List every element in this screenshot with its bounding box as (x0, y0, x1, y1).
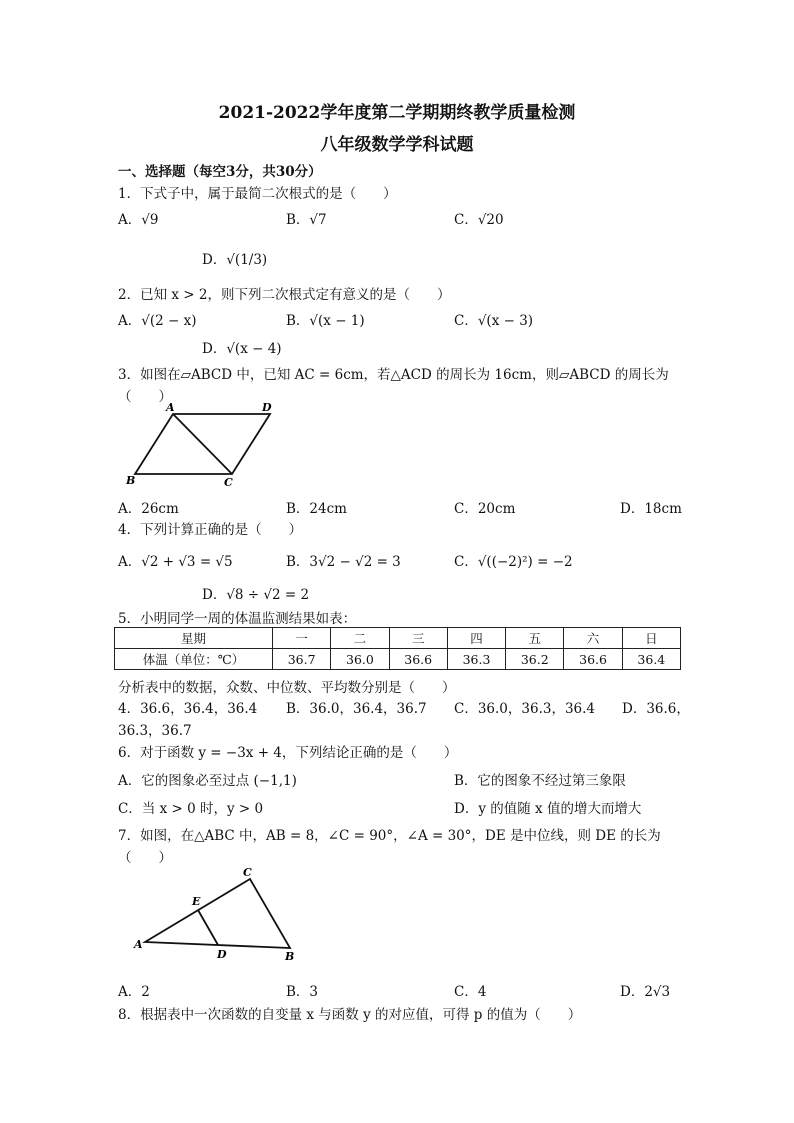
table-header-cell: 五 (506, 628, 564, 649)
table-cell: 36.6 (389, 649, 447, 670)
q3-stem-paren: （ ） (118, 389, 172, 405)
table-header-cell: 三 (389, 628, 447, 649)
q6-option-d: D．y 的值随 x 值的增大而增大 (454, 801, 642, 817)
exam-subtitle: 八年级数学学科试题 (320, 135, 474, 155)
q4-stem: 4．下列计算正确的是（ ） (118, 522, 303, 538)
vertex-label-c: C (243, 866, 252, 879)
q8-stem: 8．根据表中一次函数的自变量 x 与函数 y 的对应值，可得 p 的值为（ ） (118, 1007, 582, 1023)
q1-stem: 1．下式子中，属于最简二次根式的是（ ） (118, 186, 397, 202)
table-header-cell: 四 (447, 628, 505, 649)
vertex-label-b: B (285, 950, 295, 963)
table-header-cell: 六 (564, 628, 622, 649)
q1-option-c: C．√20 (454, 212, 504, 228)
table-cell: 36.2 (506, 649, 564, 670)
q1-option-b: B．√7 (286, 212, 327, 228)
vertex-label-e: E (192, 895, 201, 908)
q6-stem: 6．对于函数 y = −3x + 4，下列结论正确的是（ ） (118, 745, 458, 761)
q5-option-a: 4．36.6，36.4，36.4 (118, 701, 258, 717)
vertex-label-d: D (217, 948, 227, 961)
q6-option-c: C．当 x > 0 时，y > 0 (118, 801, 264, 817)
q4-option-c: C．√((−2)²) = −2 (454, 554, 573, 570)
q1-option-d: D．√(1/3) (202, 252, 268, 268)
q2-stem: 2．已知 x > 2，则下列二次根式定有意义的是（ ） (118, 287, 451, 303)
q7-stem-paren: （ ） (118, 850, 172, 866)
q5-stem: 5．小明同学一周的体温监测结果如表： (118, 611, 357, 627)
q3-option-a: A．26cm (118, 501, 179, 517)
table-cell: 36.3 (447, 649, 505, 670)
q2-option-d: D．√(x − 4) (202, 341, 282, 357)
exam-title: 2021-2022学年度第二学期期终教学质量检测 (218, 103, 576, 123)
q4-option-d: D．√8 ÷ √2 = 2 (202, 587, 310, 603)
q3-option-b: B．24cm (286, 501, 347, 517)
parallelogram-figure (120, 398, 280, 490)
table-header-cell: 星期 (115, 628, 273, 649)
q7-option-b: B．3 (286, 984, 319, 1000)
q4-option-b: B．3√2 − √2 = 3 (286, 554, 401, 570)
q5-option-b: B．36.0，36.4，36.7 (286, 701, 427, 717)
q3-option-c: C．20cm (454, 501, 516, 517)
q7-option-a: A．2 (118, 984, 150, 1000)
table-cell: 36.4 (622, 649, 680, 670)
triangle-figure (130, 866, 305, 966)
diagonal-ac (173, 414, 232, 474)
q2-option-a: A．√(2 − x) (118, 313, 197, 329)
section-heading: 一、选择题（每空3分，共30分） (118, 164, 322, 180)
vertex-label-a: A (134, 938, 143, 951)
table-header-cell: 二 (331, 628, 389, 649)
table-header-cell: 一 (273, 628, 331, 649)
triangle-abc (145, 879, 290, 948)
table-header-row (115, 628, 681, 649)
table-header-cell: 日 (622, 628, 680, 649)
table-cell: 体温（单位：℃） (115, 649, 273, 670)
q2-option-c: C．√(x − 3) (454, 313, 534, 329)
table-row (115, 649, 681, 670)
vertex-label-c: C (224, 476, 233, 489)
table-cell: 36.7 (273, 649, 331, 670)
q7-stem: 7．如图，在△ABC 中，AB = 8，∠C = 90°，∠A = 30°，DE 是中位线，则 DE 的长为 (118, 828, 661, 844)
q6-option-a: A．它的图象必至过点 (−1,1) (118, 773, 297, 789)
q5-option-d: D．36.6， (622, 701, 690, 717)
vertex-label-d: D (262, 401, 272, 414)
q5-option-d-cont: 36.3，36.7 (118, 723, 192, 739)
q3-option-d: D．18cm (620, 501, 682, 517)
q5-stem2: 分析表中的数据，众数、中位数、平均数分别是（ ） (118, 680, 456, 696)
table-cell: 36.6 (564, 649, 622, 670)
q1-option-a: A．√9 (118, 212, 159, 228)
q5-option-c: C．36.0，36.3，36.4 (454, 701, 596, 717)
q2-option-b: B．√(x − 1) (286, 313, 365, 329)
q3-stem: 3．如图在▱ABCD 中，已知 AC = 6cm，若△ACD 的周长为 16cm，则▱ABCD 的周长为 (118, 367, 669, 383)
vertex-label-a: A (166, 401, 175, 414)
table-cell: 36.0 (331, 649, 389, 670)
temperature-table (114, 627, 681, 670)
q7-option-d: D．2√3 (620, 984, 671, 1000)
vertex-label-b: B (126, 474, 136, 487)
q4-option-a: A．√2 + √3 = √5 (118, 554, 233, 570)
q6-option-b: B．它的图象不经过第三象限 (454, 773, 626, 789)
midline-de (198, 910, 218, 945)
q7-option-c: C．4 (454, 984, 487, 1000)
